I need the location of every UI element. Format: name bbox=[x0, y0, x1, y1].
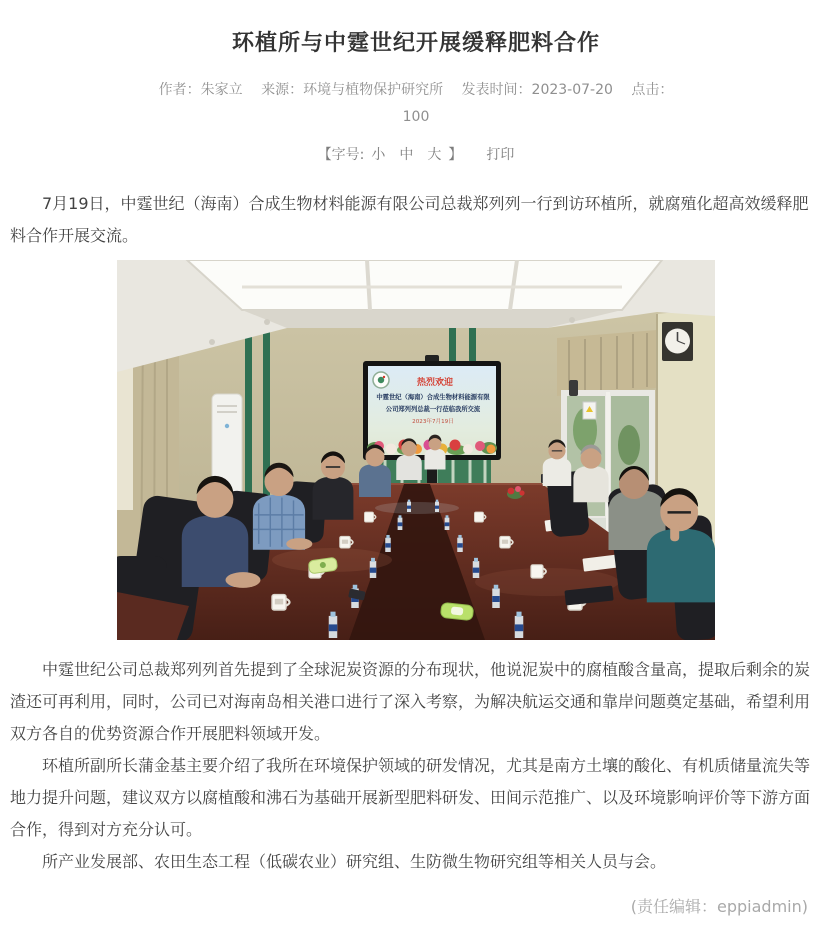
screen-company-line: 中霆世纪（海南）合成生物材料能源有限 bbox=[376, 394, 490, 401]
wall-clock bbox=[662, 322, 693, 361]
article-photo bbox=[117, 260, 715, 640]
fontsize-suffix: 】 bbox=[448, 147, 463, 163]
editor-note: (责任编辑：eppiadmin) bbox=[630, 897, 808, 916]
fontsize-prefix: 【字号: bbox=[317, 147, 365, 163]
font-size-toolbar bbox=[10, 144, 822, 164]
screen-date-line: 2023年7月19日 bbox=[412, 419, 454, 425]
meeting-room-photo bbox=[117, 260, 715, 640]
fontsize-small-button[interactable]: 小 bbox=[371, 147, 386, 163]
fontsize-large-button[interactable]: 大 bbox=[427, 147, 442, 163]
article-meta bbox=[10, 77, 822, 131]
microphone bbox=[569, 380, 578, 396]
print-button[interactable]: 打印 bbox=[486, 147, 515, 163]
screen-visit-line: 公司郑列列总裁一行莅临我所交流 bbox=[385, 406, 481, 413]
meta-hits-value: 100 bbox=[402, 109, 430, 125]
paragraph-3: 环植所副所长蒲金基主要介绍了我所在环境保护领域的研发情况，尤其是南方土壤的酸化、有机质储量流失等地力提升问题，建议双方以腐植酸和沸石为基础开展新型肥料研发、田间示范推广、以及环境影响评价等下游方面合作，得到对方充分认可。 bbox=[10, 756, 811, 839]
paragraph-1: 7月19日，中霆世纪（海南）合成生物材料能源有限公司总裁郑列列一行到访环植所，就腐殖化超高效缓释肥料合作开展交流。 bbox=[10, 194, 809, 245]
meta-date: 发表时间：2023-07-20 bbox=[461, 82, 613, 98]
paragraph-2: 中霆世纪公司总裁郑列列首先提到了全球泥炭资源的分布现状，他说泥炭中的腐植酸含量高，提取后剩余的炭渣还可再利用，同时，公司已对海南岛相关港口进行了深入考察，为解决航运交通和靠岸问题奠定基础，希望利用双方各自的优势资源合作开展肥料领域开发。 bbox=[10, 660, 811, 743]
page-title: 环植所与中霆世纪开展缓释肥料合作 bbox=[231, 31, 600, 56]
institute-logo bbox=[373, 372, 389, 388]
meta-hits-label: 点击： bbox=[631, 82, 674, 98]
meta-author: 作者：朱家立 bbox=[158, 82, 243, 98]
screen-welcome-text: 热烈欢迎 bbox=[416, 378, 454, 388]
fontsize-medium-button[interactable]: 中 bbox=[399, 147, 414, 163]
meta-line-1 bbox=[10, 77, 822, 104]
article-body bbox=[10, 188, 822, 878]
meta-source: 来源：环境与植物保护研究所 bbox=[261, 82, 444, 98]
paragraph-4: 所产业发展部、农田生态工程（低碳农业）研究组、生防微生物研究组等相关人员与会。 bbox=[42, 852, 667, 871]
